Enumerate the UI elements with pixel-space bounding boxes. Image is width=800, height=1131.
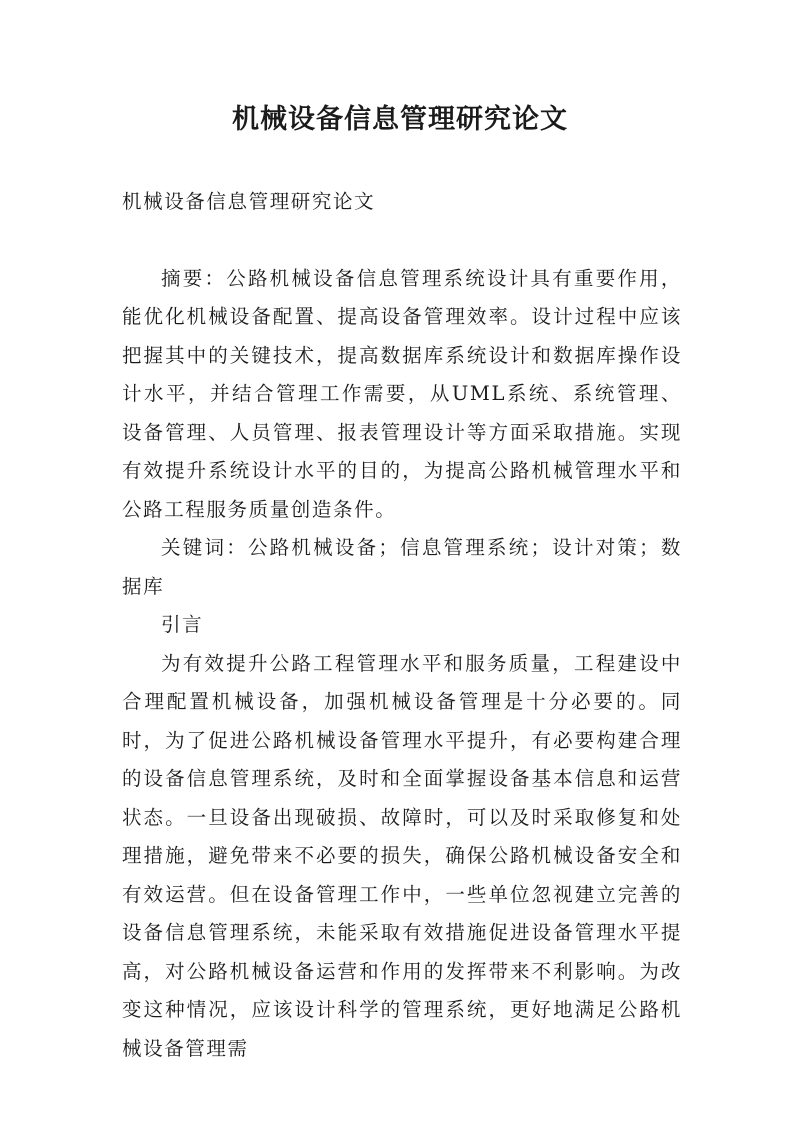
section-heading-introduction: 引言 — [161, 613, 204, 636]
document-title: 机械设备信息管理研究论文 — [232, 104, 568, 135]
document-subtitle: 机械设备信息管理研究论文 — [122, 190, 376, 213]
document-body — [122, 183, 682, 1068]
abstract-paragraph: 摘要：公路机械设备信息管理系统设计具有重要作用，能优化机械设备配置、提高设备管理效率。设计过程中应该把握其中的关键技术，提高数据库系统设计和数据库操作设计水平，并结合管理工作需要，从UML系统、系统管理、设备管理、人员管理、报表管理设计等方面采取措施。实现有效提升系统设计水平的目的，为提高公路机械管理水平和公路工程服务质量创造条件。 — [122, 266, 682, 521]
introduction-paragraph: 为有效提升公路工程管理水平和服务质量，工程建设中合理配置机械设备，加强机械设备管理是十分必要的。同时，为了促进公路机械设备管理水平提升，有必要构建合理的设备信息管理系统，及时和全面掌握设备基本信息和运营状态。一旦设备出现破损、故障时，可以及时采取修复和处理措施，避免带来不必要的损失，确保公路机械设备安全和有效运营。但在设备管理工作中，一些单位忽视建立完善的设备信息管理系统，未能采取有效措施促进设备管理水平提高，对公路机械设备运营和作用的发挥带来不利影响。为改变这种情况，应该设计科学的管理系统，更好地满足公路机械设备管理需 — [122, 651, 682, 1060]
keywords-paragraph: 关键词：公路机械设备；信息管理系统；设计对策；数据库 — [122, 536, 682, 598]
